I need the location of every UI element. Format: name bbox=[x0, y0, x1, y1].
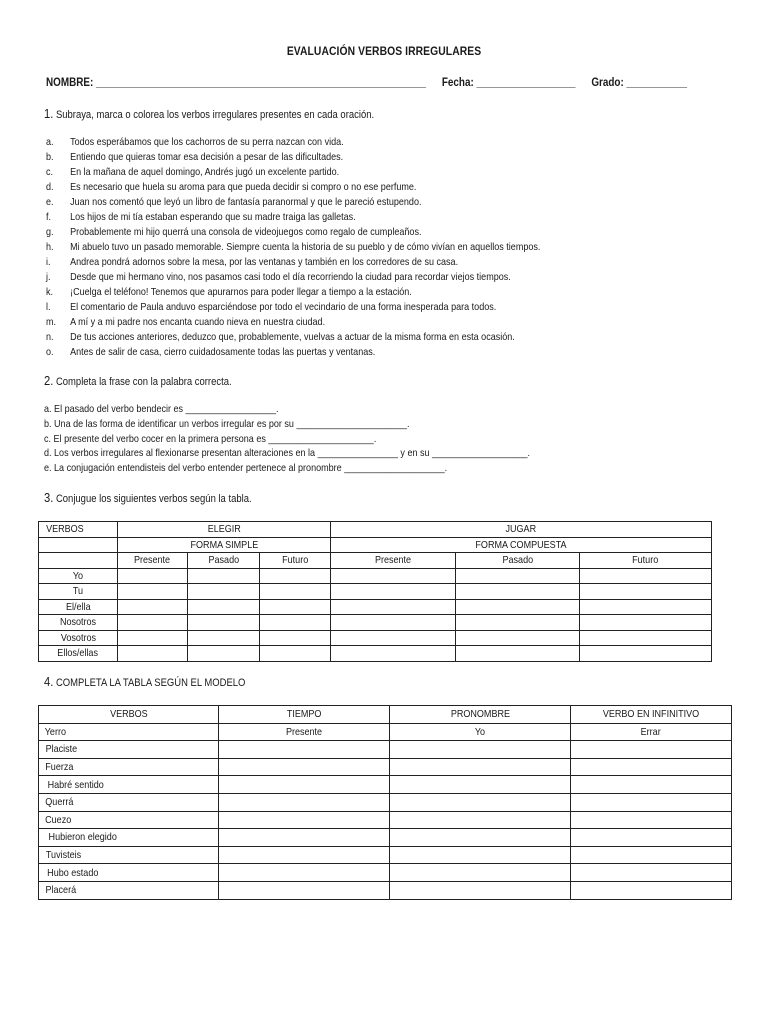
item-letter: n. bbox=[46, 331, 54, 343]
answer-cell[interactable] bbox=[219, 758, 390, 776]
fill-in-item[interactable]: a. El pasado del verbo bendecir es __________________. bbox=[44, 403, 279, 415]
tense-header bbox=[118, 553, 188, 569]
tense-header bbox=[188, 553, 260, 569]
answer-cell[interactable] bbox=[456, 568, 580, 584]
model-cell-text: Presente bbox=[285, 725, 323, 738]
pronoun-cell bbox=[39, 599, 118, 615]
answer-cell[interactable] bbox=[118, 630, 188, 646]
sentence-item bbox=[46, 345, 540, 360]
pronoun-cell-text: El/ella bbox=[65, 600, 91, 613]
sentence-text[interactable]: En la mañana de aquel domingo, Andrés jugó un excelente partido. bbox=[70, 166, 340, 178]
sentence-item bbox=[46, 240, 540, 255]
item-letter: d. bbox=[46, 181, 54, 193]
sentence-item bbox=[46, 180, 540, 195]
sentence-item bbox=[46, 315, 540, 330]
grado-field[interactable]: ___________ bbox=[626, 77, 688, 89]
answer-cell[interactable] bbox=[219, 846, 390, 864]
answer-cell[interactable] bbox=[390, 741, 571, 759]
answer-cell[interactable] bbox=[580, 630, 712, 646]
sentence-text[interactable]: Entiendo que quieras tomar esa decisión a pesar de las dificultades. bbox=[70, 151, 344, 163]
sentence-text[interactable]: De tus acciones anteriores, deduzco que, probablemente, vuelvas a actuar de la misma forma en esta ocasión. bbox=[70, 331, 515, 343]
question-1-sentences bbox=[46, 135, 621, 360]
verb-cell bbox=[39, 846, 219, 864]
verb-cell-text: Hubo estado bbox=[47, 866, 99, 879]
verb-cell-text: Tuvisteis bbox=[45, 849, 82, 862]
tense-header-text: Pasado bbox=[502, 554, 533, 567]
answer-cell[interactable] bbox=[260, 599, 331, 615]
tense-header bbox=[456, 553, 580, 569]
answer-cell[interactable] bbox=[260, 646, 331, 662]
answer-cell[interactable] bbox=[580, 584, 712, 600]
answer-cell[interactable] bbox=[331, 584, 456, 600]
nombre-field[interactable]: ____________________________________________________________ bbox=[96, 77, 427, 89]
verb-cell bbox=[39, 864, 219, 882]
sentence-item bbox=[46, 255, 540, 270]
column-header bbox=[571, 706, 732, 724]
answer-cell[interactable] bbox=[219, 881, 390, 899]
answer-cell[interactable] bbox=[118, 646, 188, 662]
answer-cell[interactable] bbox=[219, 776, 390, 794]
item-letter: b. bbox=[46, 151, 54, 163]
item-letter: m. bbox=[46, 316, 57, 328]
answer-cell[interactable] bbox=[188, 646, 260, 662]
column-header-text: TIEMPO bbox=[286, 708, 322, 721]
answer-cell[interactable] bbox=[188, 568, 260, 584]
question-text: Conjugue los siguientes verbos según la tabla. bbox=[55, 493, 252, 505]
answer-cell[interactable] bbox=[571, 793, 732, 811]
tense-header-text: Presente bbox=[374, 554, 412, 567]
answer-cell[interactable] bbox=[390, 829, 571, 847]
pronoun-cell bbox=[39, 630, 118, 646]
item-letter: l. bbox=[46, 301, 51, 313]
item-letter: h. bbox=[46, 241, 54, 253]
sentence-text[interactable]: Los hijos de mi tía estaban esperando que su madre traiga las galletas. bbox=[70, 211, 356, 223]
student-header bbox=[46, 77, 687, 89]
column-header-text: PRONOMBRE bbox=[450, 708, 510, 721]
answer-cell[interactable] bbox=[571, 741, 732, 759]
answer-cell[interactable] bbox=[118, 599, 188, 615]
answer-cell[interactable] bbox=[571, 758, 732, 776]
verb-cell-text: Placiste bbox=[45, 743, 78, 756]
table-row bbox=[39, 846, 732, 864]
model-table bbox=[38, 705, 732, 900]
header-forma-compuesta-text: FORMA COMPUESTA bbox=[475, 538, 567, 551]
header-jugar bbox=[331, 522, 712, 538]
answer-cell[interactable] bbox=[219, 829, 390, 847]
header-forma-simple bbox=[118, 537, 331, 553]
fecha-label: Fecha: bbox=[441, 77, 474, 89]
answer-cell[interactable] bbox=[571, 846, 732, 864]
sentence-item bbox=[46, 285, 540, 300]
model-row bbox=[39, 723, 732, 741]
answer-cell[interactable] bbox=[331, 630, 456, 646]
sentence-text[interactable]: Mi abuelo tuvo un pasado memorable. Siempre cuenta la historia de su pueblo y de cómo vivían en aquellos tiempos. bbox=[70, 241, 541, 253]
verb-cell bbox=[39, 811, 219, 829]
table-row bbox=[39, 793, 732, 811]
answer-cell[interactable] bbox=[571, 881, 732, 899]
verb-cell-text: Habré sentido bbox=[47, 778, 104, 791]
sentence-item bbox=[46, 300, 540, 315]
pronoun-cell-text: Ellos/ellas bbox=[57, 647, 99, 660]
nombre-label: NOMBRE: bbox=[46, 77, 94, 89]
question-number: 4. bbox=[44, 674, 54, 689]
sentence-item bbox=[46, 270, 540, 285]
pronoun-cell-text: Yo bbox=[72, 569, 84, 582]
sentence-text[interactable]: Antes de salir de casa, cierro cuidadosamente todas las puertas y ventanas. bbox=[70, 346, 376, 358]
pronoun-cell bbox=[39, 646, 118, 662]
pronoun-cell bbox=[39, 568, 118, 584]
question-2-heading bbox=[44, 373, 232, 388]
answer-cell[interactable] bbox=[219, 793, 390, 811]
blank-cell bbox=[39, 553, 118, 569]
header-verbos-text: VERBOS bbox=[46, 523, 84, 536]
fill-in-item[interactable]: c. El presente del verbo cocer en la primera persona es _____________________. bbox=[44, 432, 377, 445]
fecha-field[interactable]: __________________ bbox=[476, 77, 576, 89]
answer-cell[interactable] bbox=[219, 741, 390, 759]
answer-cell[interactable] bbox=[580, 646, 712, 662]
sentence-text[interactable]: Es necesario que huela su aroma para que pueda decidir si compro o no ese perfume. bbox=[70, 181, 417, 193]
answer-cell[interactable] bbox=[219, 811, 390, 829]
table-row bbox=[39, 811, 732, 829]
pronoun-cell-text: Vosotros bbox=[60, 631, 96, 644]
answer-cell[interactable] bbox=[331, 646, 456, 662]
verb-cell bbox=[39, 829, 219, 847]
table-row bbox=[39, 630, 712, 646]
answer-cell[interactable] bbox=[260, 584, 331, 600]
tense-header bbox=[580, 553, 712, 569]
pronoun-cell-text: Tu bbox=[72, 585, 84, 598]
column-header bbox=[390, 706, 571, 724]
sentence-text[interactable]: ¡Cuelga el teléfono! Tenemos que apurarnos para poder llegar a tiempo a la estación. bbox=[70, 286, 412, 298]
sentence-item bbox=[46, 135, 540, 150]
answer-cell[interactable] bbox=[260, 630, 331, 646]
pronoun-cell bbox=[39, 584, 118, 600]
question-4-heading bbox=[44, 674, 245, 689]
verb-cell bbox=[39, 793, 219, 811]
question-number: 3. bbox=[44, 490, 54, 505]
tense-header bbox=[331, 553, 456, 569]
conjugation-table bbox=[38, 521, 712, 662]
verb-cell-text: Querrá bbox=[45, 796, 74, 809]
verb-cell-text: Cuezo bbox=[45, 813, 72, 826]
table-row bbox=[39, 615, 712, 631]
verb-cell bbox=[39, 776, 219, 794]
grado-label: Grado: bbox=[591, 77, 624, 89]
answer-cell[interactable] bbox=[118, 584, 188, 600]
header-elegir-text: ELEGIR bbox=[207, 523, 241, 536]
table-row bbox=[39, 758, 732, 776]
answer-cell[interactable] bbox=[390, 881, 571, 899]
question-number: 2. bbox=[44, 373, 54, 388]
tense-header-text: Futuro bbox=[281, 554, 309, 567]
answer-cell[interactable] bbox=[260, 568, 331, 584]
header-verbos bbox=[39, 522, 118, 538]
item-letter: g. bbox=[46, 226, 54, 238]
answer-cell[interactable] bbox=[390, 758, 571, 776]
item-letter: e. bbox=[46, 196, 54, 208]
question-3-heading bbox=[44, 490, 252, 505]
answer-cell[interactable] bbox=[571, 811, 732, 829]
answer-cell[interactable] bbox=[188, 599, 260, 615]
answer-cell[interactable] bbox=[456, 599, 580, 615]
header-elegir bbox=[118, 522, 331, 538]
sentence-text[interactable]: El comentario de Paula anduvo esparciéndose por todo el vecindario de una forma inesperada para todos. bbox=[70, 301, 497, 313]
blank-cell bbox=[39, 537, 118, 553]
answer-cell[interactable] bbox=[580, 599, 712, 615]
tense-header bbox=[260, 553, 331, 569]
item-letter: o. bbox=[46, 346, 54, 358]
item-letter: c. bbox=[46, 166, 54, 178]
tense-header-text: Futuro bbox=[632, 554, 659, 567]
verb-cell-text: Fuerza bbox=[45, 761, 74, 774]
answer-cell[interactable] bbox=[456, 584, 580, 600]
answer-cell[interactable] bbox=[188, 584, 260, 600]
answer-cell[interactable] bbox=[571, 776, 732, 794]
answer-cell[interactable] bbox=[219, 864, 390, 882]
header-forma-compuesta bbox=[331, 537, 712, 553]
sentence-text[interactable]: Probablemente mi hijo querrá una consola de videojuegos como regalo de cumpleaños. bbox=[70, 226, 422, 238]
column-header-text: VERBO EN INFINITIVO bbox=[602, 708, 700, 721]
fill-in-item[interactable]: d. Los verbos irregulares al flexionarse presentan alteraciones en la ________________ y en su ___________________. bbox=[44, 447, 530, 460]
model-cell-text: Errar bbox=[640, 725, 662, 738]
sentence-item bbox=[46, 195, 540, 210]
table-row bbox=[39, 776, 732, 794]
model-cell bbox=[219, 723, 390, 741]
answer-cell[interactable] bbox=[390, 793, 571, 811]
answer-cell[interactable] bbox=[390, 846, 571, 864]
verb-cell-text: Yerro bbox=[44, 725, 66, 738]
item-letter: a. bbox=[46, 136, 54, 148]
answer-cell[interactable] bbox=[331, 599, 456, 615]
question-number: 1. bbox=[44, 106, 54, 121]
table-row bbox=[39, 881, 732, 899]
question-2-items bbox=[44, 402, 609, 476]
table-row bbox=[39, 829, 732, 847]
sentence-text[interactable]: Juan nos comentó que leyó un libro de fantasía paranormal y que le pareció estupendo. bbox=[70, 196, 422, 208]
table-row bbox=[39, 646, 712, 662]
model-cell bbox=[390, 723, 571, 741]
tense-header-text: Pasado bbox=[208, 554, 239, 567]
model-cell bbox=[571, 723, 732, 741]
verb-cell bbox=[39, 758, 219, 776]
column-header bbox=[219, 706, 390, 724]
answer-cell[interactable] bbox=[118, 615, 188, 631]
verb-cell bbox=[39, 741, 219, 759]
table-row bbox=[39, 584, 712, 600]
fill-in-item[interactable]: e. La conjugación entendisteis del verbo entender pertenece al pronombre ____________________. bbox=[44, 462, 448, 475]
question-text: Subraya, marca o colorea los verbos irregulares presentes en cada oración. bbox=[55, 109, 375, 121]
sentence-item bbox=[46, 150, 540, 165]
pronoun-cell bbox=[39, 615, 118, 631]
model-cell-text: Yo bbox=[474, 725, 486, 738]
verb-cell-text: Hubieron elegido bbox=[48, 831, 117, 844]
item-letter: i. bbox=[46, 256, 51, 268]
answer-cell[interactable] bbox=[571, 864, 732, 882]
table-row bbox=[39, 568, 712, 584]
column-header-text: VERBOS bbox=[109, 708, 148, 721]
sentence-text[interactable]: Andrea pondrá adornos sobre la mesa, por las ventanas y también en los corredores de su casa. bbox=[70, 256, 459, 268]
pronoun-cell-text: Nosotros bbox=[59, 616, 97, 629]
sentence-item bbox=[46, 330, 540, 345]
answer-cell[interactable] bbox=[260, 615, 331, 631]
item-letter: j. bbox=[46, 271, 51, 283]
answer-cell[interactable] bbox=[331, 568, 456, 584]
answer-cell[interactable] bbox=[188, 630, 260, 646]
table-row bbox=[39, 599, 712, 615]
sentence-item bbox=[46, 225, 540, 240]
question-1-heading bbox=[44, 106, 374, 121]
verb-cell-text: Placerá bbox=[45, 884, 77, 897]
header-forma-simple-text: FORMA SIMPLE bbox=[190, 538, 258, 551]
answer-cell[interactable] bbox=[580, 568, 712, 584]
answer-cell[interactable] bbox=[456, 646, 580, 662]
answer-cell[interactable] bbox=[188, 615, 260, 631]
item-letter: f. bbox=[46, 211, 52, 223]
table-row bbox=[39, 864, 732, 882]
answer-cell[interactable] bbox=[456, 630, 580, 646]
answer-cell[interactable] bbox=[390, 776, 571, 794]
answer-cell[interactable] bbox=[118, 568, 188, 584]
sentence-text[interactable]: A mí y a mi padre nos encanta cuando nieva en nuestra ciudad. bbox=[70, 316, 326, 328]
question-text: COMPLETA LA TABLA SEGÚN EL MODELO bbox=[55, 677, 246, 689]
page-title: EVALUACIÓN VERBOS IRREGULARES bbox=[286, 44, 482, 58]
verb-cell bbox=[39, 723, 219, 741]
header-jugar-text: JUGAR bbox=[505, 523, 537, 536]
answer-cell[interactable] bbox=[390, 811, 571, 829]
sentence-text[interactable]: Todos esperábamos que los cachorros de su perra nazcan con vida. bbox=[70, 136, 344, 148]
answer-cell[interactable] bbox=[390, 864, 571, 882]
column-header bbox=[39, 706, 219, 724]
tense-header-text: Presente bbox=[134, 554, 171, 567]
answer-cell[interactable] bbox=[571, 829, 732, 847]
table-row bbox=[39, 741, 732, 759]
verb-cell bbox=[39, 881, 219, 899]
item-letter: k. bbox=[46, 286, 54, 298]
answer-cell[interactable] bbox=[580, 615, 712, 631]
fill-in-item[interactable]: b. Una de las forma de identificar un verbos irregular es por su ______________________. bbox=[44, 417, 410, 430]
sentence-text[interactable]: Desde que mi hermano vino, nos pasamos casi todo el día recorriendo la ciudad para recordar viejos tiempos. bbox=[70, 271, 511, 283]
sentence-item bbox=[46, 210, 540, 225]
answer-cell[interactable] bbox=[456, 615, 580, 631]
question-text: Completa la frase con la palabra correcta. bbox=[55, 376, 232, 388]
sentence-item bbox=[46, 165, 540, 180]
answer-cell[interactable] bbox=[331, 615, 456, 631]
